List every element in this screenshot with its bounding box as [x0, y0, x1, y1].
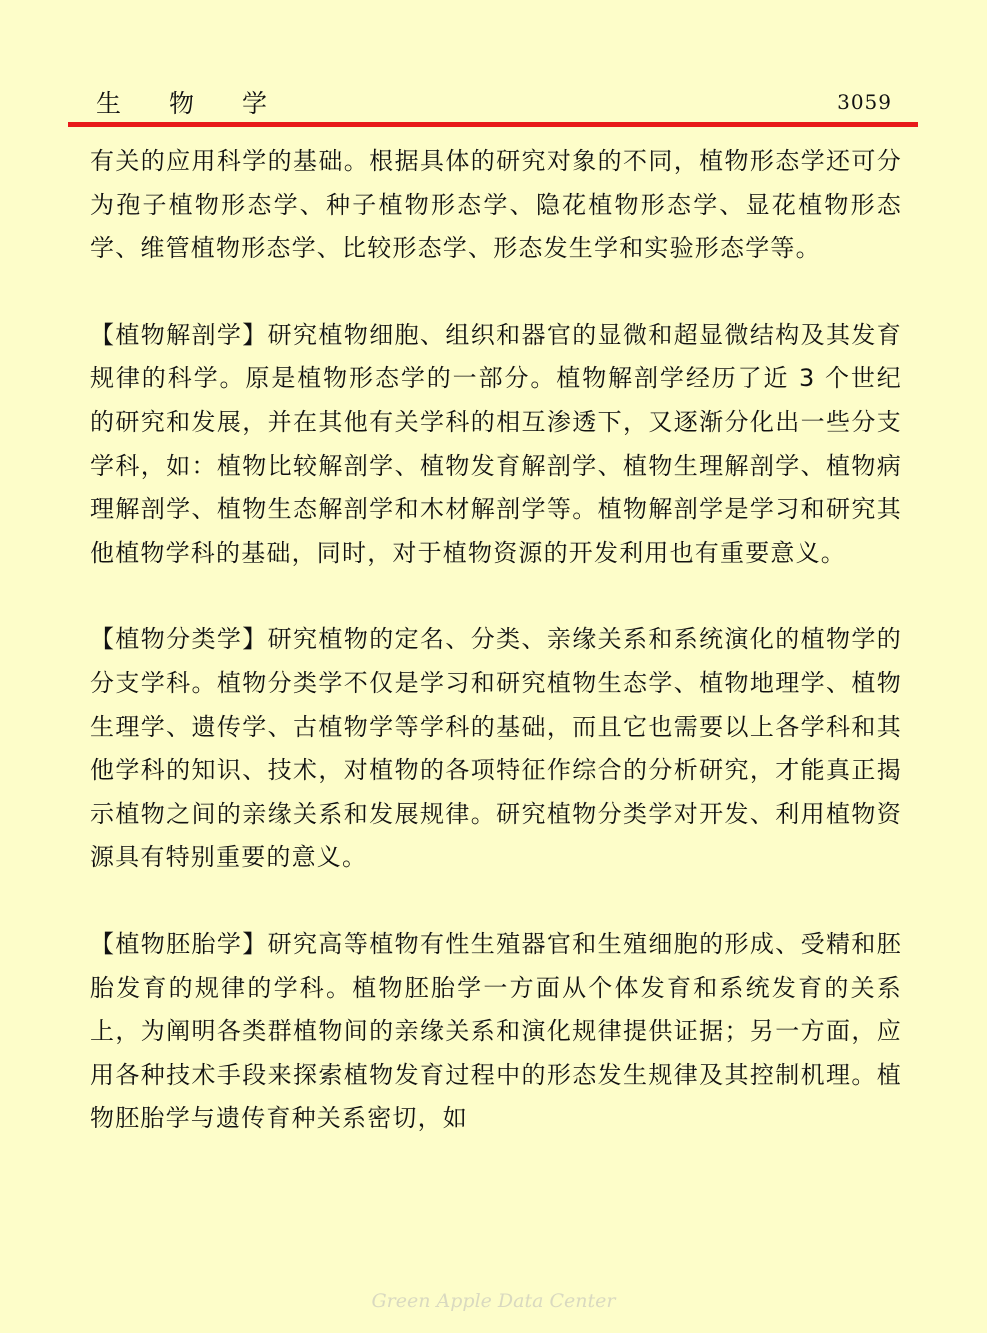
paragraph-continuation	[90, 140, 902, 271]
entry-term: 【植物解剖学】	[90, 320, 268, 349]
header-rule	[68, 122, 918, 127]
entry-term: 【植物胚胎学】	[90, 929, 268, 958]
entry-plant-anatomy	[90, 314, 902, 576]
running-title: 生物学	[96, 89, 316, 118]
entry-plant-embryology	[90, 923, 902, 1141]
entry-text: 研究植物的定名、分类、亲缘关系和系统演化的植物学的分支学科。植物分类学不仅是学习和研究植物生态学、植物地理学、植物生理学、遗传学、古植物学等学科的基础，而且它也需要以上各学科和其他学科的知识、技术，对植物的各项特征作综合的分析研究，才能真正揭示植物之间的亲缘关系和发展规律。研究植物分类学对开发、利用植物资源具有特别重要的意义。	[90, 625, 903, 872]
paragraph-text: 有关的应用科学的基础。根据具体的研究对象的不同，植物形态学还可分为孢子植物形态学、种子植物形态学、隐花植物形态学、显花植物形态学、维管植物形态学、比较形态学、形态发生学和实验形态学等。	[90, 147, 902, 263]
page-header	[68, 80, 918, 124]
page-number: 3059	[837, 90, 892, 114]
article-body	[90, 140, 902, 1141]
entry-text: 研究高等植物有性生殖器官和生殖细胞的形成、受精和胚胎发育的规律的学科。植物胚胎学一方面从个体发育和系统发育的关系上，为阐明各类群植物间的亲缘关系和演化规律提供证据；另一方面，应用各种技术手段来探索植物发育过程中的形态发生规律及其控制机理。植物胚胎学与遗传育种关系密切，如	[90, 929, 903, 1133]
watermark: Green Apple Data Center	[371, 1290, 616, 1312]
entry-text: 研究植物细胞、组织和器官的显微和超显微结构及其发育规律的科学。原是植物形态学的一部分。植物解剖学经历了近 3 个世纪的研究和发展，并在其他有关学科的相互渗透下，又逐渐分化出一些分支学科，如：植物比较解剖学、植物发育解剖学、植物生理解剖学、植物病理解剖学、植物生态解剖学和木材解剖学等。植物解剖学是学习和研究其他植物学科的基础，同时，对于植物资源的开发利用也有重要意义。	[90, 320, 903, 567]
entry-plant-taxonomy	[90, 618, 902, 880]
entry-term: 【植物分类学】	[90, 625, 268, 654]
